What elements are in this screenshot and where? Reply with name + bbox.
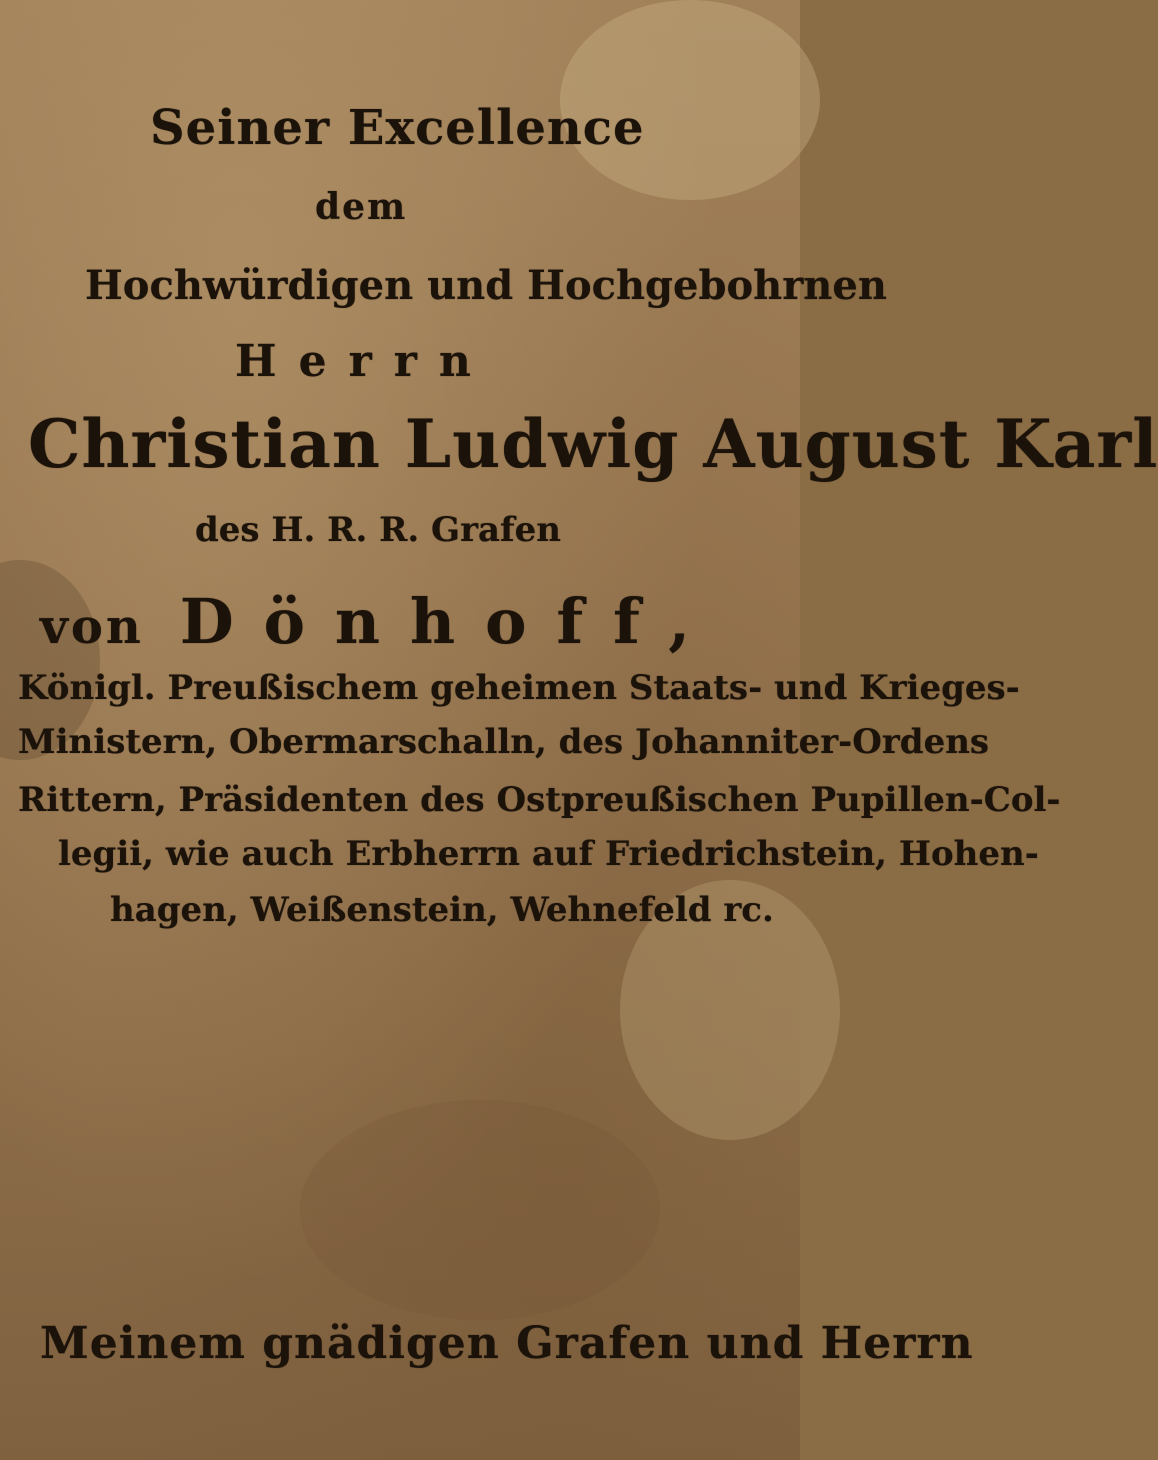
rank-line: des H. R. R. Grafen — [195, 510, 561, 550]
titles-line: hagen, Weißenstein, Wehnefeld rc. — [110, 890, 774, 930]
von-prefix: von — [40, 599, 144, 655]
article-dem: dem — [315, 186, 408, 228]
honorific-heading: Seiner Excellence — [150, 100, 645, 156]
honorific-epithets: Hochwürdigen und Hochgebohrnen — [85, 262, 887, 309]
closing-dedication: Meinem gnädigen Grafen und Herrn — [40, 1318, 974, 1369]
family-name: Dönhoff, — [179, 585, 721, 658]
family-name-line — [40, 585, 720, 658]
titles-line: Königl. Preußischem geheimen Staats- und Krieges- — [18, 668, 1020, 708]
given-names: Christian Ludwig August Karl — [28, 405, 1158, 483]
herrn-line: Herrn — [235, 336, 493, 387]
paper-stain — [300, 1100, 660, 1320]
titles-line: Ministern, Obermarschalln, des Johanniter-Ordens — [18, 722, 990, 762]
titles-line: Rittern, Präsidenten des Ostpreußischen Pupillen-Col- — [18, 780, 1061, 820]
titles-line: legii, wie auch Erbherrn auf Friedrichstein, Hohen- — [58, 834, 1039, 874]
